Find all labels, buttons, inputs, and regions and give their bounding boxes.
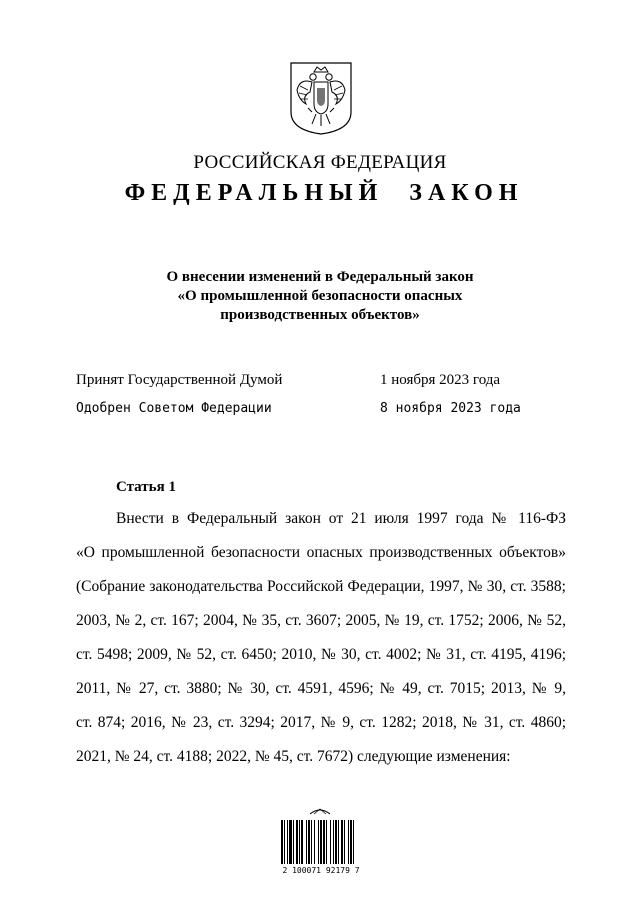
adoption-council-row: [76, 401, 576, 421]
adoption-council-label: Одобрен Советом Федерации: [76, 401, 272, 416]
adoption-council-date: 8 ноября 2023 года: [380, 401, 521, 416]
adoption-duma-label: Принят Государственной Думой: [76, 372, 283, 388]
adoption-duma-row: [76, 372, 576, 392]
document-type-heading: ФЕДЕРАЛЬНЫЙ ЗАКОН: [124, 180, 524, 206]
article-body-line: Внести в Федеральный закон от 21 июля 1997 года № 116-ФЗ: [116, 510, 566, 527]
adoption-duma-date: 1 ноября 2023 года: [380, 372, 501, 388]
law-title-line: производственных объектов»: [220, 307, 420, 323]
article-body-line: ст. 874; 2016, № 23, ст. 3294; 2017, № 9, ст. 1282; 2018, № 31, ст. 4860;: [76, 714, 566, 731]
law-title: [0, 268, 640, 325]
article-body-line: 2021, № 24, ст. 4188; 2022, № 45, ст. 7672) следующие изменения:: [76, 748, 511, 765]
article-body-line: 2003, № 2, ст. 167; 2004, № 35, ст. 3607; 2005, № 19, ст. 1752; 2006, № 52,: [76, 612, 566, 629]
law-title-line: О внесении изменений в Федеральный закон: [166, 269, 474, 285]
article-body-line: ст. 5498; 2009, № 52, ст. 6450; 2010, № 30, ст. 4002; № 31, ст. 4195, 4196;: [76, 646, 566, 663]
coat-of-arms-icon: [288, 60, 354, 136]
article-body-line: «О промышленной безопасности опасных производственных объектов»: [76, 544, 566, 561]
barcode-digits: 2 100071 92179 7: [282, 866, 360, 875]
article-title: Статья 1: [116, 479, 176, 495]
country-name: РОССИЙСКАЯ ФЕДЕРАЦИЯ: [193, 152, 447, 173]
law-title-line: «О промышленной безопасности опасных: [177, 288, 463, 304]
article-body-line: 2011, № 27, ст. 3880; № 30, ст. 4591, 4596; № 49, ст. 7015; 2013, № 9,: [76, 680, 566, 697]
article-body: [76, 508, 566, 780]
document-mark-icon: [308, 806, 332, 816]
barcode-icon: [280, 820, 360, 864]
article-body-line: (Собрание законодательства Российской Федерации, 1997, № 30, ст. 3588;: [76, 578, 566, 595]
